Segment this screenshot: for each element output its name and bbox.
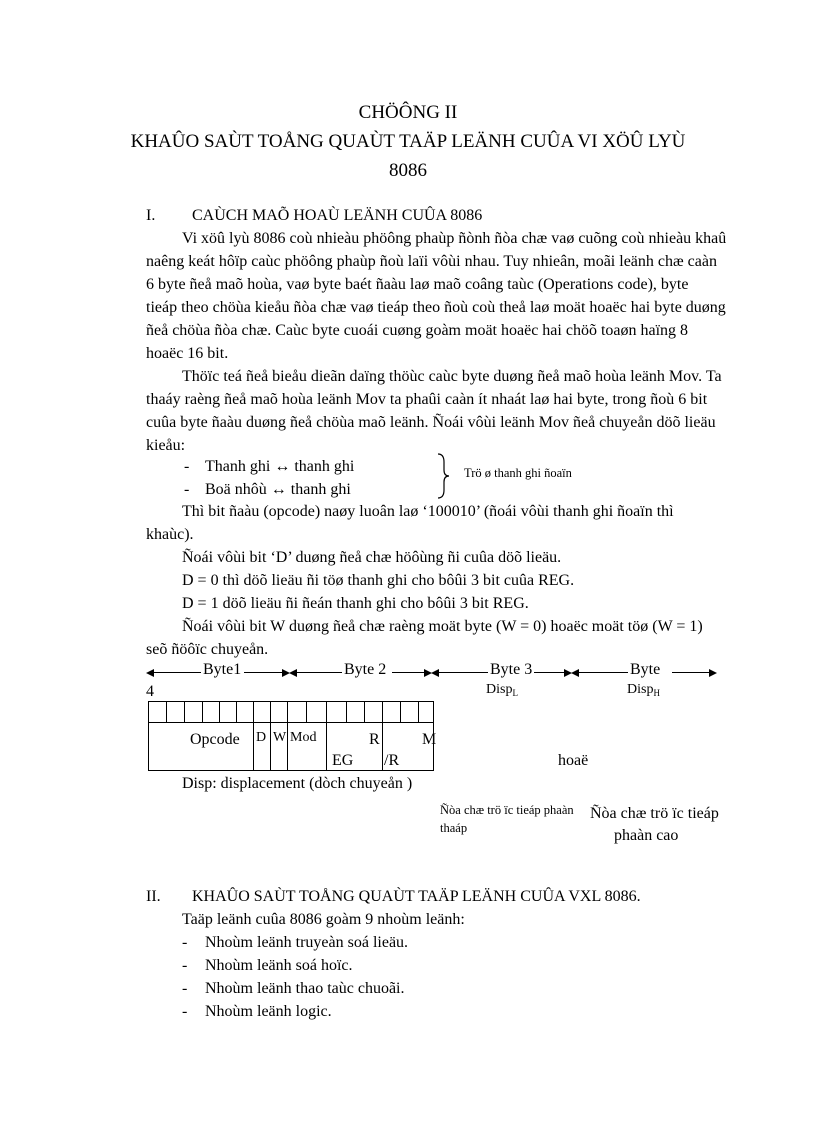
list-item: Nhoùm leänh truyeàn soá lieäu.	[205, 934, 409, 951]
bit-row-divider	[148, 722, 434, 723]
para2-line: thaáy raèng ñeå maõ hoùa leänh Mov ta phaûi caàn ít nhaát laø hai byte, trong ñoù 6 bit	[146, 391, 708, 408]
bullet-dash: -	[184, 458, 190, 475]
arrow-line	[534, 672, 566, 673]
byte1-label: Byte1	[203, 661, 242, 678]
high-note: phaàn cao	[614, 827, 679, 844]
list-item: Nhoùm leänh thao taùc chuoãi.	[205, 980, 405, 997]
disp-high-label: Disp$_H$	[627, 682, 660, 698]
para1-line: naêng keát hôïp caùc phöông phaùp ñoù laïi vôùi nhau. Tuy nhieân, moãi leänh chæ caàn	[146, 253, 717, 270]
byte2-label: Byte 2	[344, 661, 387, 678]
mod-field: Mod	[290, 730, 317, 745]
or-label: hoaë	[558, 752, 589, 769]
rm-field-top: M	[422, 731, 437, 748]
para2-line: kieåu:	[146, 437, 186, 454]
low-note: thaáp	[440, 821, 468, 835]
section2-number: II.	[146, 888, 161, 905]
para4-line: Ñoái vôùi bit W duøng ñeå chæ raèng moät byte (W = 0) hoaëc moät töø (W = 1)	[182, 618, 703, 635]
arrow-left-icon	[146, 669, 154, 677]
arrow-right-icon	[709, 669, 717, 677]
byte4-number: 4	[146, 683, 154, 700]
bit-divider	[346, 701, 347, 722]
list-dash: -	[182, 980, 188, 997]
d-bit-line: D = 1 döõ lieäu ñi ñeán thanh ghi cho bôûi 3 bit REG.	[182, 595, 529, 612]
bullet-item: Boä nhôù ↔ thanh ghi	[205, 481, 351, 498]
list-dash: -	[182, 1003, 188, 1020]
arrow-line	[392, 672, 426, 673]
byte4-label: Byte	[630, 661, 661, 678]
list-dash: -	[182, 934, 188, 951]
arrow-left-icon	[571, 669, 579, 677]
bit-divider	[202, 701, 203, 722]
field-divider	[287, 701, 288, 771]
bit-divider	[418, 701, 419, 722]
bit-divider	[166, 701, 167, 722]
para3-line: khaùc).	[146, 526, 194, 543]
para2-line: Thöïc teá ñeå bieåu dieãn daïng thöùc caùc byte duøng ñeå maõ hoùa leänh Mov. Ta	[182, 368, 722, 385]
arrow-line	[672, 672, 710, 673]
right-brace-icon	[436, 452, 450, 500]
arrow-line	[578, 672, 628, 673]
field-divider	[382, 701, 383, 771]
brace-note: Trö ø thanh ghi ñoaïn	[464, 466, 572, 480]
bit-divider	[184, 701, 185, 722]
bit-divider	[400, 701, 401, 722]
bit-divider	[364, 701, 365, 722]
bit-divider	[306, 701, 307, 722]
arrow-line	[438, 672, 488, 673]
list-dash: -	[182, 957, 188, 974]
byte3-label: Byte 3	[490, 661, 533, 678]
section2-heading: KHAÛO SAÙT TOÅNG QUAÙT TAÄP LEÄNH CUÛA VXL 8086.	[192, 888, 641, 905]
bullet-item: Thanh ghi ↔ thanh ghi	[205, 458, 355, 475]
reg-field-top: R	[369, 731, 380, 748]
para3-line: Thì bit ñaàu (opcode) naøy luoân laø ‘100010’ (ñoái vôùi thanh ghi ñoaïn thì	[182, 503, 674, 520]
field-divider	[326, 701, 327, 771]
high-note: Ñòa chæ trö ïc tieáp	[590, 805, 719, 822]
list-item: Nhoùm leänh soá hoïc.	[205, 957, 353, 974]
arrow-left-icon	[289, 669, 297, 677]
arrow-left-icon	[431, 669, 439, 677]
field-divider	[270, 701, 271, 771]
d-bit-line: D = 0 thì döõ lieäu ñi töø thanh ghi cho bôûi 3 bit cuûa REG.	[182, 572, 575, 589]
field-divider	[253, 701, 254, 771]
bit-divider	[219, 701, 220, 722]
para1-line: hoaëc 16 bit.	[146, 345, 229, 362]
low-note: Ñòa chæ trö ïc tieáp phaàn	[440, 803, 574, 817]
para4-line: seõ ñöôïc chuyeån.	[146, 641, 269, 658]
para1-line: Vi xöû lyù 8086 coù nhieàu phöông phaùp ñònh ñòa chæ vaø cuõng coù nhieàu khaû	[182, 230, 727, 247]
para1-line: 6 byte ñeå maõ hoùa, vaø byte baét ñaàu laø maõ coâng taùc (Operations code), byte	[146, 276, 689, 293]
reg-field-bottom: EG	[332, 752, 354, 769]
chapter-number: CHÖÔNG II	[358, 102, 458, 123]
section2-intro: Taäp leänh cuûa 8086 goàm 9 nhoùm leänh:	[182, 911, 465, 928]
chapter-title: KHAÛO SAÙT TOÅNG QUAÙT TAÄP LEÄNH CUÛA VI XÖÛ LYÙ	[130, 131, 686, 152]
para2-line: cuûa byte ñaàu duøng ñeå chöùa maõ leänh. Ñoái vôùi leänh Mov ñeå chuyeån döõ lieäu	[146, 414, 716, 431]
bullet-dash: -	[184, 481, 190, 498]
disp-caption: Disp: displacement (dòch chuyeån )	[182, 775, 413, 792]
opcode-field: Opcode	[190, 731, 240, 748]
para1-line: ñeå chöùa ñòa chæ. Caùc byte cuoái cuøng goàm moät hoaëc hai chöõ toaøn haïng 8	[146, 322, 689, 339]
arrow-line	[244, 672, 284, 673]
chapter-title-number: 8086	[389, 160, 427, 181]
section1-number: I.	[146, 207, 156, 224]
d-bit-line: Ñoái vôùi bit ‘D’ duøng ñeå chæ höôùng ñi cuûa döõ lieäu.	[182, 549, 562, 566]
disp-low-label: Disp$_L$	[486, 682, 518, 698]
arrow-line	[153, 672, 201, 673]
d-field: D	[256, 730, 267, 745]
w-field: W	[273, 730, 287, 745]
section1-heading: CAÙCH MAÕ HOAÙ LEÄNH CUÛA 8086	[192, 207, 483, 224]
arrow-line	[296, 672, 342, 673]
list-item: Nhoùm leänh logic.	[205, 1003, 332, 1020]
rm-field-bottom: /R	[384, 752, 400, 769]
para1-line: tieáp theo chöùa kieåu ñòa chæ vaø tieáp theo ñoù coù theå laø moät hoaëc hai byte duøng	[146, 299, 726, 316]
bit-divider	[236, 701, 237, 722]
